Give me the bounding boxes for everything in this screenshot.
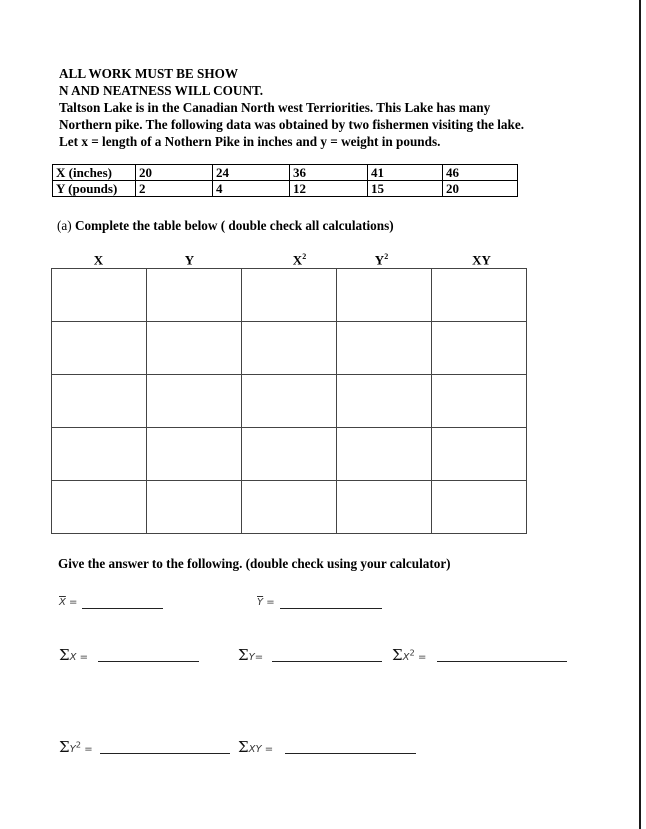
x-bar-label: $\overline{X}$ =	[59, 597, 78, 608]
work-table	[51, 268, 527, 534]
work-cell[interactable]	[242, 481, 337, 534]
work-row	[52, 481, 527, 534]
work-row	[52, 322, 527, 375]
sum-y-squared-answer-line[interactable]	[100, 753, 230, 754]
work-row	[52, 428, 527, 481]
instructions	[59, 65, 524, 150]
sum-x-squared-label: $\Sigma X^2$ =	[392, 646, 427, 664]
y-bar-answer-line[interactable]	[280, 608, 382, 609]
work-cell[interactable]	[52, 269, 147, 322]
work-cell[interactable]	[147, 375, 242, 428]
work-cell[interactable]	[242, 428, 337, 481]
answers-instruction: Give the answer to the following. (double check using your calculator)	[58, 556, 451, 571]
work-cell[interactable]	[337, 481, 432, 534]
y-value: 4	[213, 181, 290, 197]
y-value: 20	[443, 181, 518, 197]
column-header-y-squared: $Y^2$	[374, 252, 389, 268]
sum-y-squared-label: $\Sigma Y^2$ =	[59, 738, 93, 756]
sum-x-label: ΣX =	[59, 646, 89, 664]
work-cell[interactable]	[337, 375, 432, 428]
work-row	[52, 269, 527, 322]
work-cell[interactable]	[432, 481, 527, 534]
y-label: Y (pounds)	[53, 181, 136, 197]
column-header-x-squared: $X^2$	[292, 252, 307, 268]
part-a-text: Complete the table below ( double check all calculations)	[74, 218, 394, 233]
sum-xy-answer-line[interactable]	[285, 753, 416, 754]
work-cell[interactable]	[337, 428, 432, 481]
x-label: X (inches)	[53, 165, 136, 181]
x-value: 24	[213, 165, 290, 181]
sum-x-squared-answer-line[interactable]	[437, 661, 567, 662]
work-cell[interactable]	[242, 269, 337, 322]
work-cell[interactable]	[147, 322, 242, 375]
instruction-line-4: Northern pike. The following data was obtained by two fishermen visiting the lake.	[59, 117, 525, 132]
instruction-line-2: N AND NEATNESS WILL COUNT.	[59, 83, 264, 98]
work-cell[interactable]	[432, 428, 527, 481]
column-header-y: Y	[184, 252, 195, 268]
y-bar-label: $\overline{Y}$ =	[257, 597, 275, 608]
work-cell[interactable]	[432, 375, 527, 428]
work-cell[interactable]	[147, 428, 242, 481]
sum-xy-label: ΣXY =	[238, 738, 274, 756]
x-value: 41	[368, 165, 443, 181]
instruction-line-3: Taltson Lake is in the Canadian North west Terriorities. This Lake has many	[59, 100, 491, 115]
y-value: 15	[368, 181, 443, 197]
sum-y-label: ΣY=	[238, 646, 264, 664]
work-cell[interactable]	[337, 269, 432, 322]
work-cell[interactable]	[147, 269, 242, 322]
y-row	[53, 181, 518, 197]
instruction-line-5: Let x = length of a Nothern Pike in inches and y = weight in pounds.	[59, 134, 441, 149]
work-cell[interactable]	[242, 322, 337, 375]
work-cell[interactable]	[432, 322, 527, 375]
column-header-xy: XY	[472, 252, 491, 268]
work-cell[interactable]	[337, 322, 432, 375]
x-value: 20	[136, 165, 213, 181]
work-row	[52, 375, 527, 428]
sum-x-answer-line[interactable]	[98, 661, 199, 662]
work-cell[interactable]	[147, 481, 242, 534]
work-cell[interactable]	[52, 481, 147, 534]
x-row	[53, 165, 518, 181]
work-cell[interactable]	[52, 322, 147, 375]
x-bar-answer-line[interactable]	[82, 608, 163, 609]
x-value: 36	[290, 165, 368, 181]
column-header-x: X	[93, 252, 104, 268]
sum-y-answer-line[interactable]	[272, 661, 382, 662]
data-table	[52, 164, 518, 197]
y-value: 12	[290, 181, 368, 197]
page-edge	[639, 0, 641, 829]
work-cell[interactable]	[242, 375, 337, 428]
instruction-line-1: ALL WORK MUST BE SHOW	[59, 66, 239, 81]
part-a-label: (a)	[57, 218, 75, 233]
x-value: 46	[443, 165, 518, 181]
work-cell[interactable]	[432, 269, 527, 322]
y-value: 2	[136, 181, 213, 197]
work-cell[interactable]	[52, 428, 147, 481]
part-a-instruction	[57, 218, 394, 234]
work-cell[interactable]	[52, 375, 147, 428]
